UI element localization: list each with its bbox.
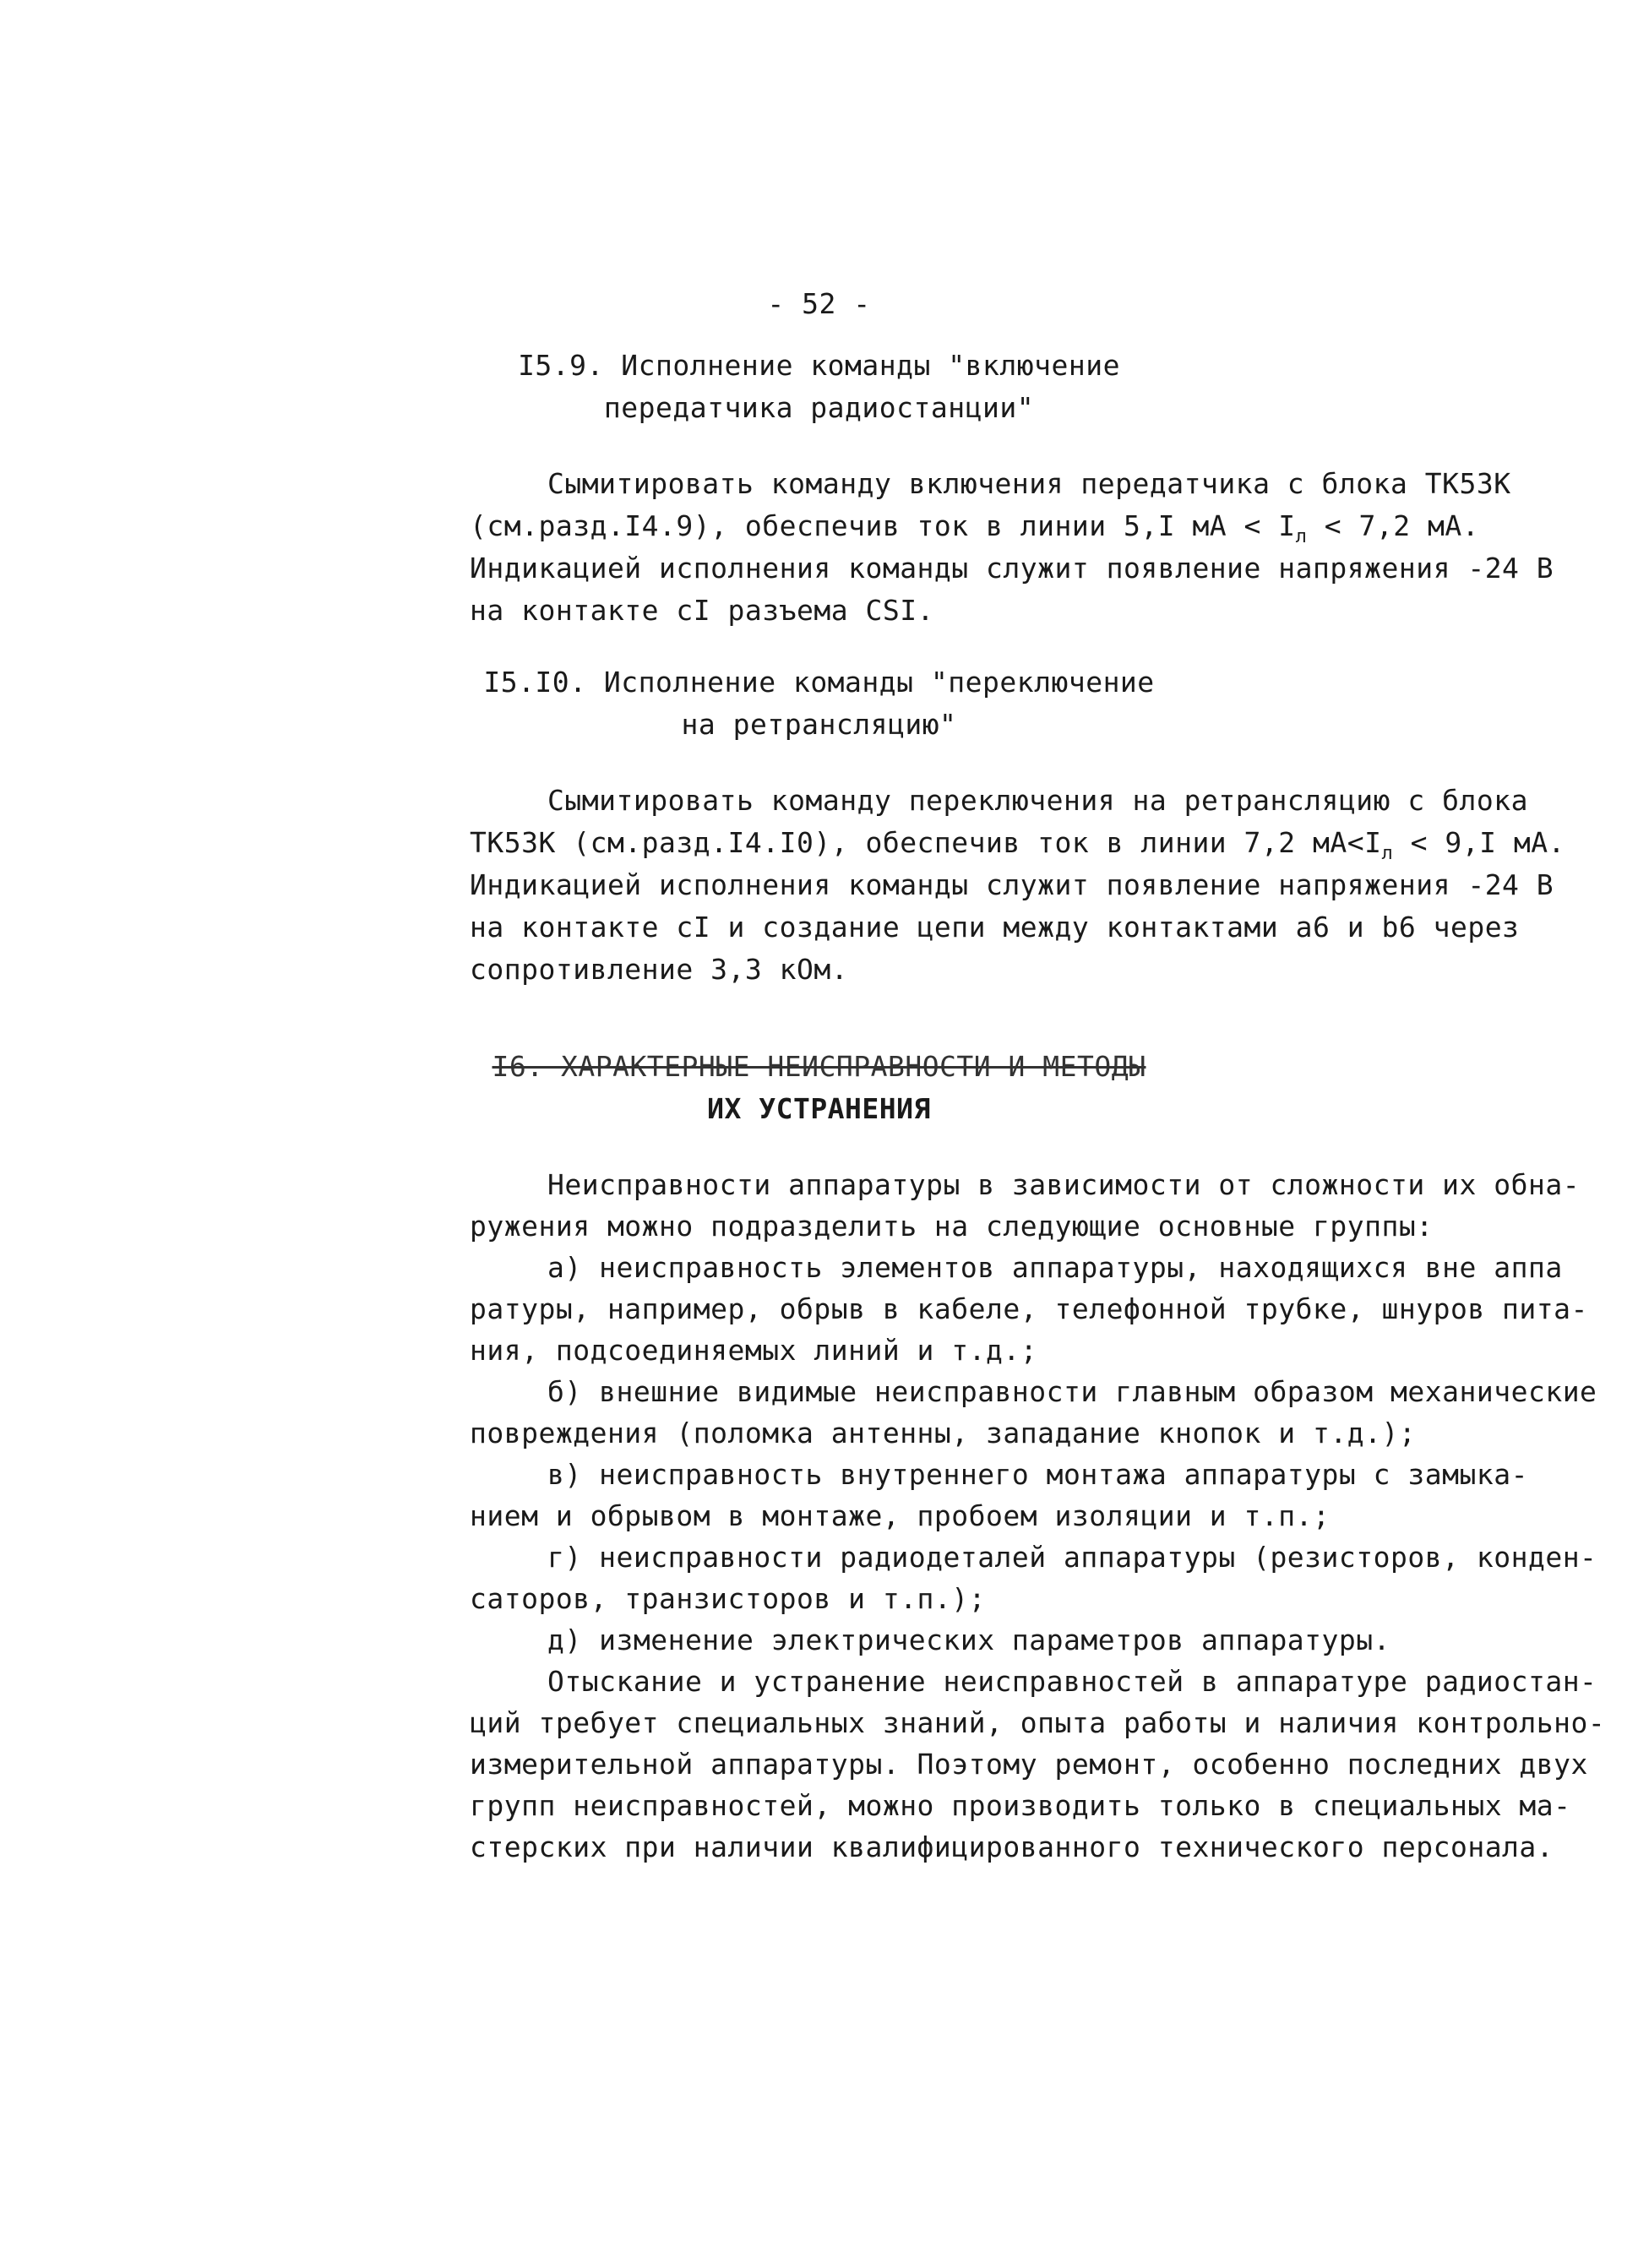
section-15-9-heading-line1: I5.9. Исполнение команды "включение xyxy=(518,349,1120,382)
section-16-closing-line4: групп неисправностей, можно производить только в специальных ма- xyxy=(470,1789,1571,1822)
section-15-10-line1: Сымитировать команду переключения на ретрансляцию с блока xyxy=(547,784,1528,817)
section-16-item-g-line1: г) неисправности радиодеталей аппаратуры (резисторов, конден- xyxy=(547,1541,1597,1574)
section-16-line2: ружения можно подразделить на следующие основные группы: xyxy=(470,1210,1434,1243)
section-16-closing-line3: измерительной аппаратуры. Поэтому ремонт, особенно последних двух xyxy=(470,1748,1588,1781)
section-16-item-d-line1: д) изменение электрических параметров аппаратуры. xyxy=(547,1623,1391,1656)
section-16-closing-line2: ций требует специальных знаний, опыта работы и наличия контрольно- xyxy=(470,1706,1606,1739)
section-16-closing-line1: Отыскание и устранение неисправностей в аппаратуре радиостан- xyxy=(547,1665,1597,1698)
section-15-10-heading-line1: I5.I0. Исполнение команды "переключение xyxy=(483,666,1155,699)
section-15-9-line4: на контакте cI разъема CSI. xyxy=(470,594,934,627)
section-16-line1: Неисправности аппаратуры в зависимости от сложности их обна- xyxy=(547,1168,1581,1201)
section-15-10-line3: Индикацией исполнения команды служит появление напряжения -24 В xyxy=(470,868,1554,901)
section-15-9-line3: Индикацией исполнения команды служит появление напряжения -24 В xyxy=(470,552,1554,585)
section-16-heading-line2: ИХ УСТРАНЕНИЯ xyxy=(707,1092,931,1125)
section-16-item-a-line1: а) неисправность элементов аппаратуры, находящихся вне аппа xyxy=(547,1251,1563,1284)
section-16-closing-line5: стерских при наличии квалифицированного технического персонала. xyxy=(470,1830,1554,1863)
section-15-10-line2: ТК53К (см.разд.I4.I0), обеспечив ток в линии 7,2 $мА<I_л < 9,I$ мА. xyxy=(470,826,1565,864)
section-15-9-heading-line2: передатчика радиостанции" xyxy=(603,391,1035,424)
section-16-item-v-line2: нием и обрывом в монтаже, пробоем изоляции и т.п.; xyxy=(470,1499,1331,1532)
section-15-10-heading-line2: на ретрансляцию" xyxy=(681,708,957,741)
section-16-item-a-line3: ния, подсоединяемых линий и т.д.; xyxy=(470,1334,1038,1367)
section-16-item-b-line1: б) внешние видимые неисправности главным образом механические xyxy=(547,1375,1597,1408)
section-16-item-g-line2: саторов, транзисторов и т.п.); xyxy=(470,1582,987,1615)
section-16-item-v-line1: в) неисправность внутреннего монтажа аппаратуры с замыка- xyxy=(547,1458,1528,1491)
section-16-item-b-line2: повреждения (поломка антенны, западание кнопок и т.д.); xyxy=(470,1417,1417,1449)
section-16-heading-line1: I6. ХАРАКТЕРНЫЕ НЕИСПРАВНОСТИ И МЕТОДЫ xyxy=(492,1050,1146,1083)
page-number: - 52 - xyxy=(767,287,871,320)
section-15-9-line1: Сымитировать команду включения передатчика с блока ТК53К xyxy=(547,467,1511,500)
section-15-9-line2: (см.разд.I4.9), обеспечив ток в линии 5,I мА < $I_л < 7,2$ мА. xyxy=(470,509,1480,547)
section-15-10-line4: на контакте cI и создание цепи между контактами a6 и b6 через xyxy=(470,911,1520,944)
section-16-item-a-line2: ратуры, например, обрыв в кабеле, телефонной трубке, шнуров пита- xyxy=(470,1292,1588,1325)
section-15-10-line5: сопротивление 3,3 кОм. xyxy=(470,953,849,986)
